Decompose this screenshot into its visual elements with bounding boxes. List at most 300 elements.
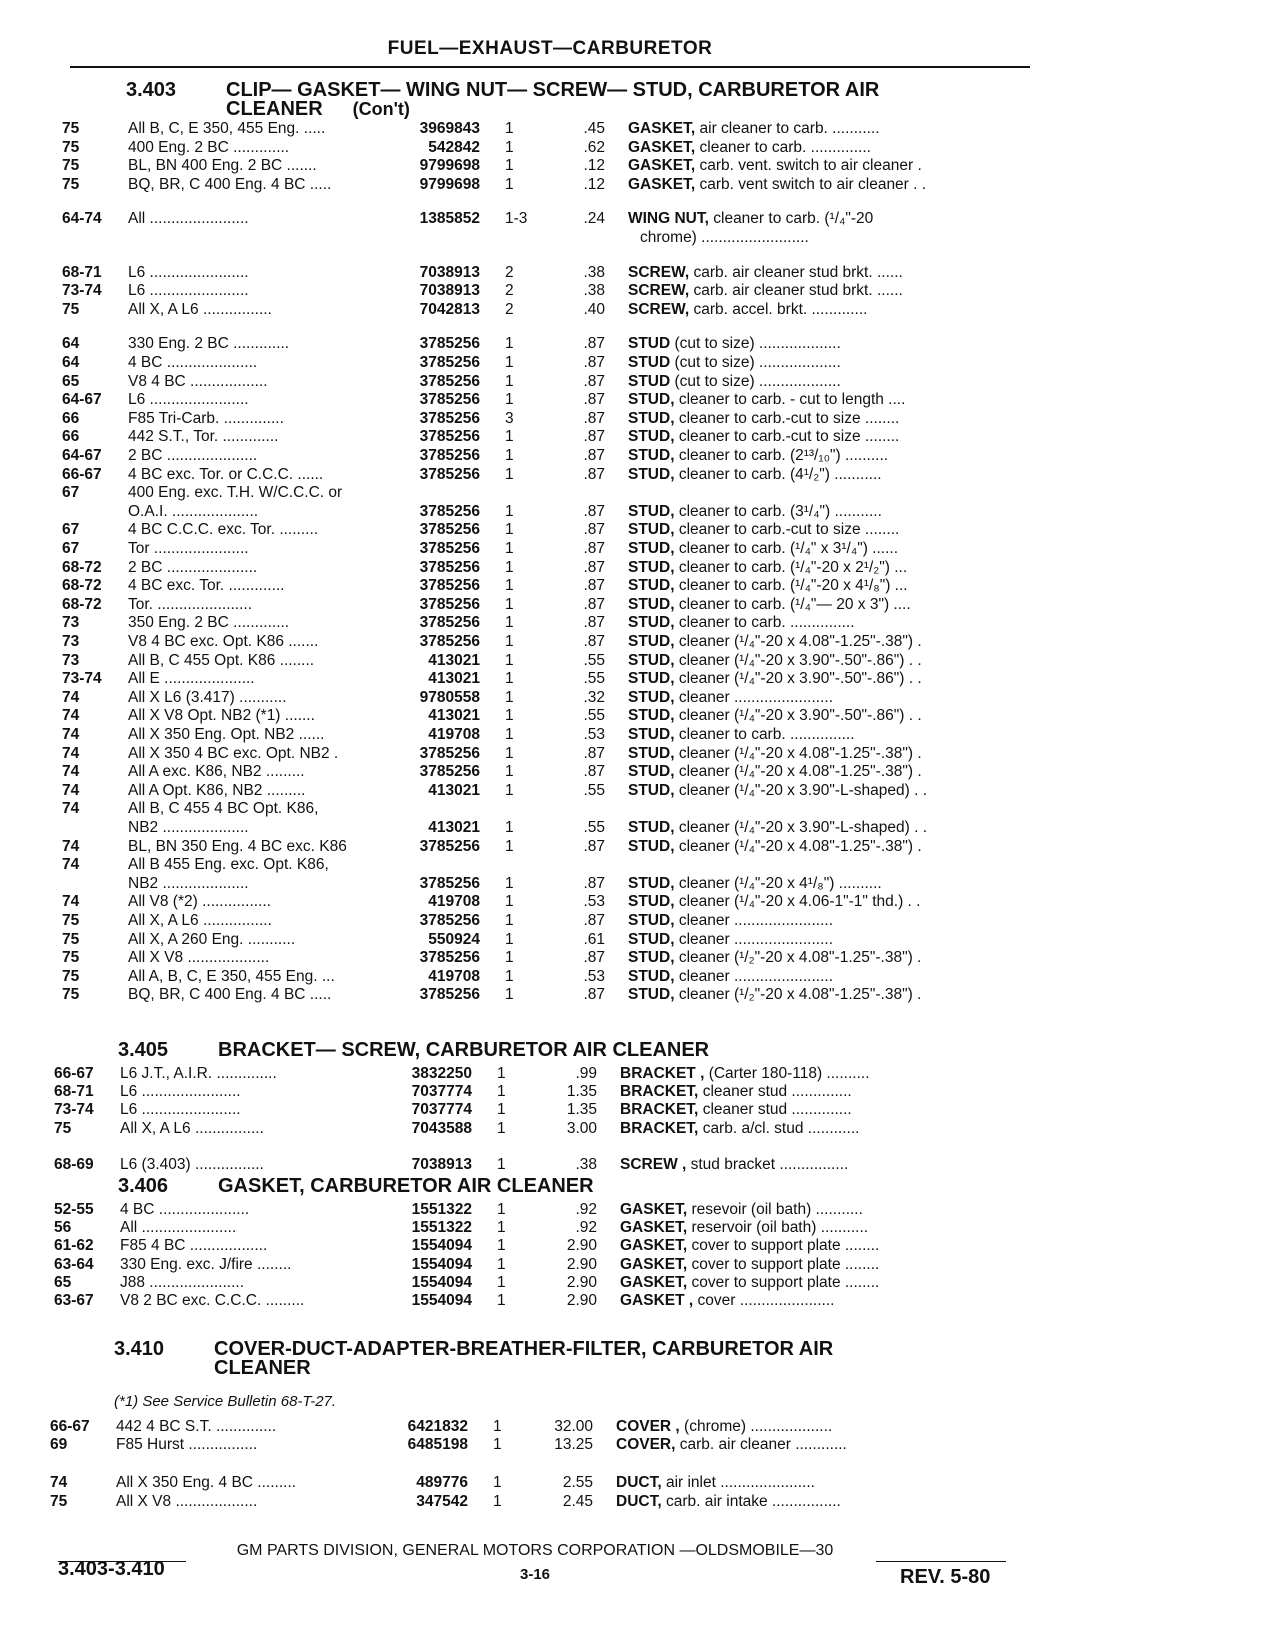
- part-name: STUD,: [628, 875, 675, 892]
- model-year: 65: [62, 373, 80, 390]
- price: .87: [583, 503, 605, 520]
- model-year: 68-71: [54, 1083, 94, 1100]
- application: All A Opt. K86, NB2 .........: [128, 782, 306, 799]
- table-row: [0, 838, 1280, 856]
- part-detail: carb. vent. switch to air cleaner .: [699, 157, 922, 174]
- quantity: 1: [505, 745, 514, 762]
- section-title: [126, 80, 879, 100]
- price: .87: [583, 428, 605, 445]
- part-number: 6421832: [407, 1418, 468, 1435]
- part-detail: carb. air intake ................: [665, 1493, 841, 1510]
- quantity: 1: [505, 373, 514, 390]
- part-detail: cleaner (¹/₄"-20 x 3.90"-.50"-.86") . .: [678, 652, 922, 669]
- part-detail: cover to support plate ........: [691, 1256, 880, 1273]
- part-name: GASKET,: [620, 1201, 688, 1218]
- part-number: 7038913: [419, 264, 480, 281]
- part-name: STUD,: [628, 968, 675, 985]
- part-name: STUD,: [628, 745, 675, 762]
- application: L6 .......................: [120, 1083, 241, 1100]
- application: 4 BC exc. Tor. or C.C.C. ......: [128, 466, 324, 483]
- model-year: 68-69: [54, 1156, 94, 1173]
- part-number: 7037774: [411, 1083, 472, 1100]
- quantity: 1: [505, 931, 514, 948]
- application: 400 Eng. exc. T.H. W/C.C.C. or: [128, 484, 343, 501]
- part-name: STUD,: [628, 521, 675, 538]
- price: .53: [583, 893, 605, 910]
- description: [628, 949, 1010, 967]
- table-row: [0, 157, 1280, 175]
- part-name: BRACKET,: [620, 1101, 699, 1118]
- model-year: 73-74: [62, 282, 102, 299]
- description: [620, 1237, 1010, 1255]
- part-detail: carb. air cleaner stud brkt. ......: [693, 282, 903, 299]
- table-row: [0, 447, 1280, 465]
- header-rule: [70, 66, 1030, 68]
- price: .87: [583, 559, 605, 576]
- part-detail: cover to support plate ........: [691, 1274, 880, 1291]
- part-name: STUD,: [628, 707, 675, 724]
- description: [628, 707, 1010, 725]
- quantity: 1: [505, 614, 514, 631]
- part-number: 1554094: [411, 1274, 472, 1291]
- section-number: 3.410: [114, 1338, 165, 1360]
- price: .62: [583, 139, 605, 156]
- model-year: 69: [50, 1436, 68, 1453]
- part-number: 542842: [428, 139, 480, 156]
- description: [628, 335, 1010, 353]
- application: L6 .......................: [128, 264, 249, 281]
- price: .53: [583, 968, 605, 985]
- application: L6 J.T., A.I.R. ..............: [120, 1065, 277, 1082]
- part-number: 6485198: [407, 1436, 468, 1453]
- part-number: 413021: [428, 819, 480, 836]
- table-row: [0, 410, 1280, 428]
- price: 1.35: [566, 1083, 597, 1100]
- quantity: 1: [505, 577, 514, 594]
- application: F85 Hurst ................: [116, 1436, 258, 1453]
- part-number: 3785256: [419, 577, 480, 594]
- application: All X 350 4 BC exc. Opt. NB2 .: [128, 745, 339, 762]
- table-row: [0, 1101, 1280, 1119]
- application: All X, A 260 Eng. ...........: [128, 931, 296, 948]
- description: [628, 614, 1010, 632]
- quantity: 1: [505, 707, 514, 724]
- quantity: 1: [505, 139, 514, 156]
- section-title-text: GASKET, CARBURETOR AIR CLEANER: [218, 1175, 594, 1197]
- part-detail: cleaner to carb.-cut to size ........: [678, 521, 900, 538]
- quantity: 1: [505, 503, 514, 520]
- description: [620, 1120, 1010, 1138]
- price: .87: [583, 596, 605, 613]
- model-year: 64-74: [62, 210, 102, 227]
- model-year: 74: [62, 707, 80, 724]
- table-row: [0, 633, 1280, 651]
- part-number: 3785256: [419, 875, 480, 892]
- part-name: STUD,: [628, 689, 675, 706]
- table-row: [0, 1274, 1280, 1292]
- quantity: 1: [505, 763, 514, 780]
- model-year: 66-67: [54, 1065, 94, 1082]
- application: All V8 (*2) ................: [128, 893, 271, 910]
- table-row: [0, 949, 1280, 967]
- table-row: [0, 1292, 1280, 1310]
- part-name: SCREW,: [628, 264, 690, 281]
- price: .87: [583, 410, 605, 427]
- price: .87: [583, 540, 605, 557]
- table-row: [0, 1436, 1280, 1454]
- application: All X L6 (3.417) ...........: [128, 689, 287, 706]
- quantity: 1: [505, 986, 514, 1003]
- description: [628, 466, 1010, 484]
- description: [628, 391, 1010, 409]
- description: [628, 540, 1010, 558]
- description: [620, 1101, 1010, 1119]
- quantity: 1: [505, 176, 514, 193]
- description: [628, 986, 1010, 1004]
- description: [620, 1274, 1010, 1292]
- price: .12: [583, 176, 605, 193]
- part-detail: cleaner to carb. ..............: [699, 139, 871, 156]
- price: .55: [583, 707, 605, 724]
- price: .24: [583, 210, 605, 227]
- quantity: 1: [505, 670, 514, 687]
- model-year: 74: [62, 763, 80, 780]
- model-year: 64: [62, 335, 80, 352]
- model-year: 67: [62, 540, 80, 557]
- quantity: 1: [505, 559, 514, 576]
- table-row: [0, 782, 1280, 800]
- part-detail: cleaner (¹/₄"-20 x 4.08"-1.25"-.38") .: [678, 838, 922, 855]
- application: 4 BC exc. Tor. .............: [128, 577, 285, 594]
- table-row: [0, 912, 1280, 930]
- part-name: GASKET,: [628, 120, 696, 137]
- description: [628, 210, 1010, 228]
- part-number: 3785256: [419, 428, 480, 445]
- application: All X 350 Eng. Opt. NB2 ......: [128, 726, 325, 743]
- description: [628, 596, 1010, 614]
- price: .32: [583, 689, 605, 706]
- quantity: 1: [493, 1474, 502, 1491]
- table-row: [0, 210, 1280, 228]
- part-number: 3785256: [419, 838, 480, 855]
- part-detail: cleaner to carb. (4¹/₂") ...........: [678, 466, 882, 483]
- part-name: STUD,: [628, 391, 675, 408]
- table-row: [0, 875, 1280, 893]
- part-name: COVER,: [616, 1436, 676, 1453]
- part-detail: air cleaner to carb. ...........: [699, 120, 880, 137]
- model-year: 65: [54, 1274, 72, 1291]
- part-name: GASKET,: [628, 157, 696, 174]
- model-year: 74: [62, 800, 80, 817]
- table-row: [0, 707, 1280, 725]
- description: [628, 229, 1022, 247]
- part-detail: cleaner to carb. (¹/₄"-20: [713, 210, 874, 227]
- description: [628, 120, 1010, 138]
- price: 2.55: [562, 1474, 593, 1491]
- quantity: 1: [505, 354, 514, 371]
- price: 2.90: [566, 1237, 597, 1254]
- application: All X, A L6 ................: [120, 1120, 264, 1137]
- description: [616, 1493, 1010, 1511]
- part-detail: cleaner to carb. ...............: [678, 726, 855, 743]
- quantity: 1: [505, 157, 514, 174]
- table-row: [0, 652, 1280, 670]
- part-number: 347542: [416, 1493, 468, 1510]
- application: V8 4 BC ..................: [128, 373, 268, 390]
- description: [628, 447, 1010, 465]
- description: [628, 838, 1010, 856]
- part-name: STUD,: [628, 447, 675, 464]
- quantity: 1: [505, 633, 514, 650]
- price: .87: [583, 577, 605, 594]
- table-row: [0, 1493, 1280, 1511]
- application: All X, A L6 ................: [128, 301, 272, 318]
- application: J88 ......................: [120, 1274, 245, 1291]
- part-number: 1554094: [411, 1237, 472, 1254]
- application: 2 BC .....................: [128, 447, 258, 464]
- quantity: 1: [505, 912, 514, 929]
- model-year: 75: [62, 986, 80, 1003]
- footer-page-number: 3-16: [520, 1566, 551, 1583]
- table-row: [0, 893, 1280, 911]
- description: [628, 373, 1010, 391]
- part-name: GASKET ,: [620, 1292, 694, 1309]
- model-year: 64: [62, 354, 80, 371]
- description: [628, 176, 1010, 194]
- model-year: 67: [62, 484, 80, 501]
- model-year: 61-62: [54, 1237, 94, 1254]
- table-row: [0, 503, 1280, 521]
- quantity: 1: [505, 391, 514, 408]
- application: 330 Eng. 2 BC .............: [128, 335, 290, 352]
- price: .87: [583, 875, 605, 892]
- description: [620, 1201, 1010, 1219]
- section-number: 3.405: [118, 1039, 169, 1061]
- application: L6 (3.403) ................: [120, 1156, 264, 1173]
- part-name: STUD,: [628, 670, 675, 687]
- description: [628, 282, 1010, 300]
- quantity: 1: [497, 1065, 506, 1082]
- part-number: 3785256: [419, 335, 480, 352]
- model-year: 75: [62, 139, 80, 156]
- price: .87: [583, 745, 605, 762]
- section-title: [114, 1339, 833, 1359]
- section-title-line2: [214, 1359, 311, 1377]
- quantity: 1: [497, 1237, 506, 1254]
- part-name: STUD: [628, 354, 671, 371]
- section-title-text: COVER-DUCT-ADAPTER-BREATHER-FILTER, CARBURETOR AIR: [214, 1338, 834, 1360]
- price: .87: [583, 912, 605, 929]
- quantity: 1-3: [505, 210, 528, 227]
- quantity: 1: [497, 1201, 506, 1218]
- part-name: SCREW,: [628, 282, 690, 299]
- part-name: STUD,: [628, 819, 675, 836]
- description: [628, 559, 1010, 577]
- footer-text: GM PARTS DIVISION, GENERAL MOTORS CORPORATION —OLDSMOBILE—30: [236, 1542, 834, 1559]
- description: [616, 1436, 1010, 1454]
- part-number: 413021: [428, 670, 480, 687]
- price: .87: [583, 354, 605, 371]
- part-detail: cleaner (¹/₄"-20 x 3.90"-L-shaped) . .: [678, 819, 928, 836]
- application: V8 2 BC exc. C.C.C. .........: [120, 1292, 305, 1309]
- quantity: 1: [505, 335, 514, 352]
- table-row: [0, 670, 1280, 688]
- table-row: [0, 1156, 1280, 1174]
- application: All B, C 455 Opt. K86 ........: [128, 652, 315, 669]
- section-title: [118, 1176, 594, 1196]
- application: 4 BC .....................: [120, 1201, 250, 1218]
- price: .55: [583, 819, 605, 836]
- part-number: 7038913: [419, 282, 480, 299]
- application: 442 4 BC S.T. ..............: [116, 1418, 277, 1435]
- description: [620, 1083, 1010, 1101]
- part-detail: (cut to size) ...................: [674, 373, 841, 390]
- part-number: 413021: [428, 782, 480, 799]
- table-row: [0, 596, 1280, 614]
- price: .45: [583, 120, 605, 137]
- model-year: 64-67: [62, 391, 102, 408]
- part-number: 7042813: [419, 301, 480, 318]
- table-row: [0, 1237, 1280, 1255]
- application: All A exc. K86, NB2 .........: [128, 763, 305, 780]
- part-detail: cleaner (¹/₄"-20 x 4.08"-1.25"-.38") .: [678, 745, 922, 762]
- price: 32.00: [554, 1418, 593, 1435]
- quantity: 1: [505, 447, 514, 464]
- price: .53: [583, 726, 605, 743]
- part-detail: cleaner (¹/₄"-20 x 4.08"-1.25"-.38") .: [678, 633, 922, 650]
- part-number: 9799698: [419, 157, 480, 174]
- description: [628, 819, 1010, 837]
- table-row: [0, 1201, 1280, 1219]
- quantity: 1: [505, 120, 514, 137]
- model-year: 52-55: [54, 1201, 94, 1218]
- price: 2.90: [566, 1292, 597, 1309]
- model-year: 68-72: [62, 596, 102, 613]
- table-row: [0, 614, 1280, 632]
- table-row: [0, 559, 1280, 577]
- price: .87: [583, 391, 605, 408]
- part-name: GASKET,: [620, 1256, 688, 1273]
- table-row: [0, 800, 1280, 818]
- model-year: 74: [50, 1474, 68, 1491]
- part-name: STUD,: [628, 726, 675, 743]
- part-detail: cleaner (¹/₄"-20 x 4.08"-1.25"-.38") .: [678, 763, 922, 780]
- application: Tor ......................: [128, 540, 249, 557]
- table-row: [0, 1120, 1280, 1138]
- quantity: 1: [493, 1436, 502, 1453]
- part-number: 1551322: [411, 1219, 472, 1236]
- part-detail: cleaner (¹/₄"-20 x 3.90"-.50"-.86") . .: [678, 670, 922, 687]
- description: [628, 157, 1010, 175]
- part-detail: cleaner to carb. (¹/₄"-20 x 2¹/₂") ...: [678, 559, 908, 576]
- table-row: [0, 282, 1280, 300]
- model-year: 64-67: [62, 447, 102, 464]
- part-detail: cleaner to carb.-cut to size ........: [678, 410, 900, 427]
- price: .87: [583, 614, 605, 631]
- price: 1.35: [566, 1101, 597, 1118]
- price: .92: [575, 1201, 597, 1218]
- price: .87: [583, 633, 605, 650]
- model-year: 56: [54, 1219, 72, 1236]
- part-detail: cleaner to carb. ...............: [678, 614, 855, 631]
- application: Tor. ......................: [128, 596, 253, 613]
- part-name: GASKET,: [628, 139, 696, 156]
- price: .87: [583, 521, 605, 538]
- price: 13.25: [554, 1436, 593, 1453]
- table-row: [0, 856, 1280, 874]
- price: 3.00: [566, 1120, 597, 1137]
- quantity: 1: [497, 1156, 506, 1173]
- model-year: 75: [62, 931, 80, 948]
- part-number: 1554094: [411, 1292, 472, 1309]
- part-name: STUD,: [628, 949, 675, 966]
- part-number: 419708: [428, 968, 480, 985]
- part-name: STUD,: [628, 893, 675, 910]
- quantity: 1: [505, 893, 514, 910]
- application: V8 4 BC exc. Opt. K86 .......: [128, 633, 319, 650]
- part-number: 7043588: [411, 1120, 472, 1137]
- price: .40: [583, 301, 605, 318]
- table-row: [0, 484, 1280, 502]
- part-detail: carb. accel. brkt. .............: [693, 301, 868, 318]
- part-name: STUD,: [628, 596, 675, 613]
- description: [620, 1292, 1010, 1310]
- model-year: 68-72: [62, 577, 102, 594]
- table-row: [0, 689, 1280, 707]
- quantity: 2: [505, 301, 514, 318]
- application: All X V8 Opt. NB2 (*1) .......: [128, 707, 315, 724]
- application: All .......................: [128, 210, 249, 227]
- part-number: 3785256: [419, 521, 480, 538]
- application: All X V8 ...................: [116, 1493, 258, 1510]
- application: All B, C 455 4 BC Opt. K86,: [128, 800, 319, 817]
- application: F85 Tri-Carb. ..............: [128, 410, 284, 427]
- part-detail: carb. air cleaner stud brkt. ......: [693, 264, 903, 281]
- part-detail: carb. a/cl. stud ............: [702, 1120, 860, 1137]
- description: [620, 1065, 1010, 1083]
- part-detail: resevoir (oil bath) ...........: [691, 1201, 863, 1218]
- part-detail: cleaner (¹/₄"-20 x 4.06-1"-1" thd.) . .: [678, 893, 921, 910]
- part-name: STUD,: [628, 838, 675, 855]
- price: .87: [583, 986, 605, 1003]
- description: [616, 1474, 1010, 1492]
- part-number: 3785256: [419, 540, 480, 557]
- application: NB2 ....................: [128, 819, 249, 836]
- description: [628, 931, 1010, 949]
- model-year: 66: [62, 428, 80, 445]
- table-row: [0, 139, 1280, 157]
- description: [628, 745, 1010, 763]
- footer-revision: REV. 5-80: [900, 1566, 991, 1588]
- price: .61: [583, 931, 605, 948]
- part-name: BRACKET,: [620, 1120, 699, 1137]
- table-row: [0, 1418, 1280, 1436]
- price: .55: [583, 652, 605, 669]
- price: .87: [583, 838, 605, 855]
- part-name: STUD,: [628, 503, 675, 520]
- page-title: FUEL—EXHAUST—CARBURETOR: [387, 38, 713, 59]
- table-row: [0, 176, 1280, 194]
- section-continued: (Con't): [352, 99, 410, 119]
- table-row: [0, 1065, 1280, 1083]
- part-name: STUD,: [628, 912, 675, 929]
- quantity: 1: [505, 689, 514, 706]
- section-title-text: BRACKET— SCREW, CARBURETOR AIR CLEANER: [218, 1039, 710, 1061]
- part-name: STUD,: [628, 652, 675, 669]
- price: .55: [583, 782, 605, 799]
- section-title-line2: [226, 100, 410, 118]
- part-name: STUD,: [628, 633, 675, 650]
